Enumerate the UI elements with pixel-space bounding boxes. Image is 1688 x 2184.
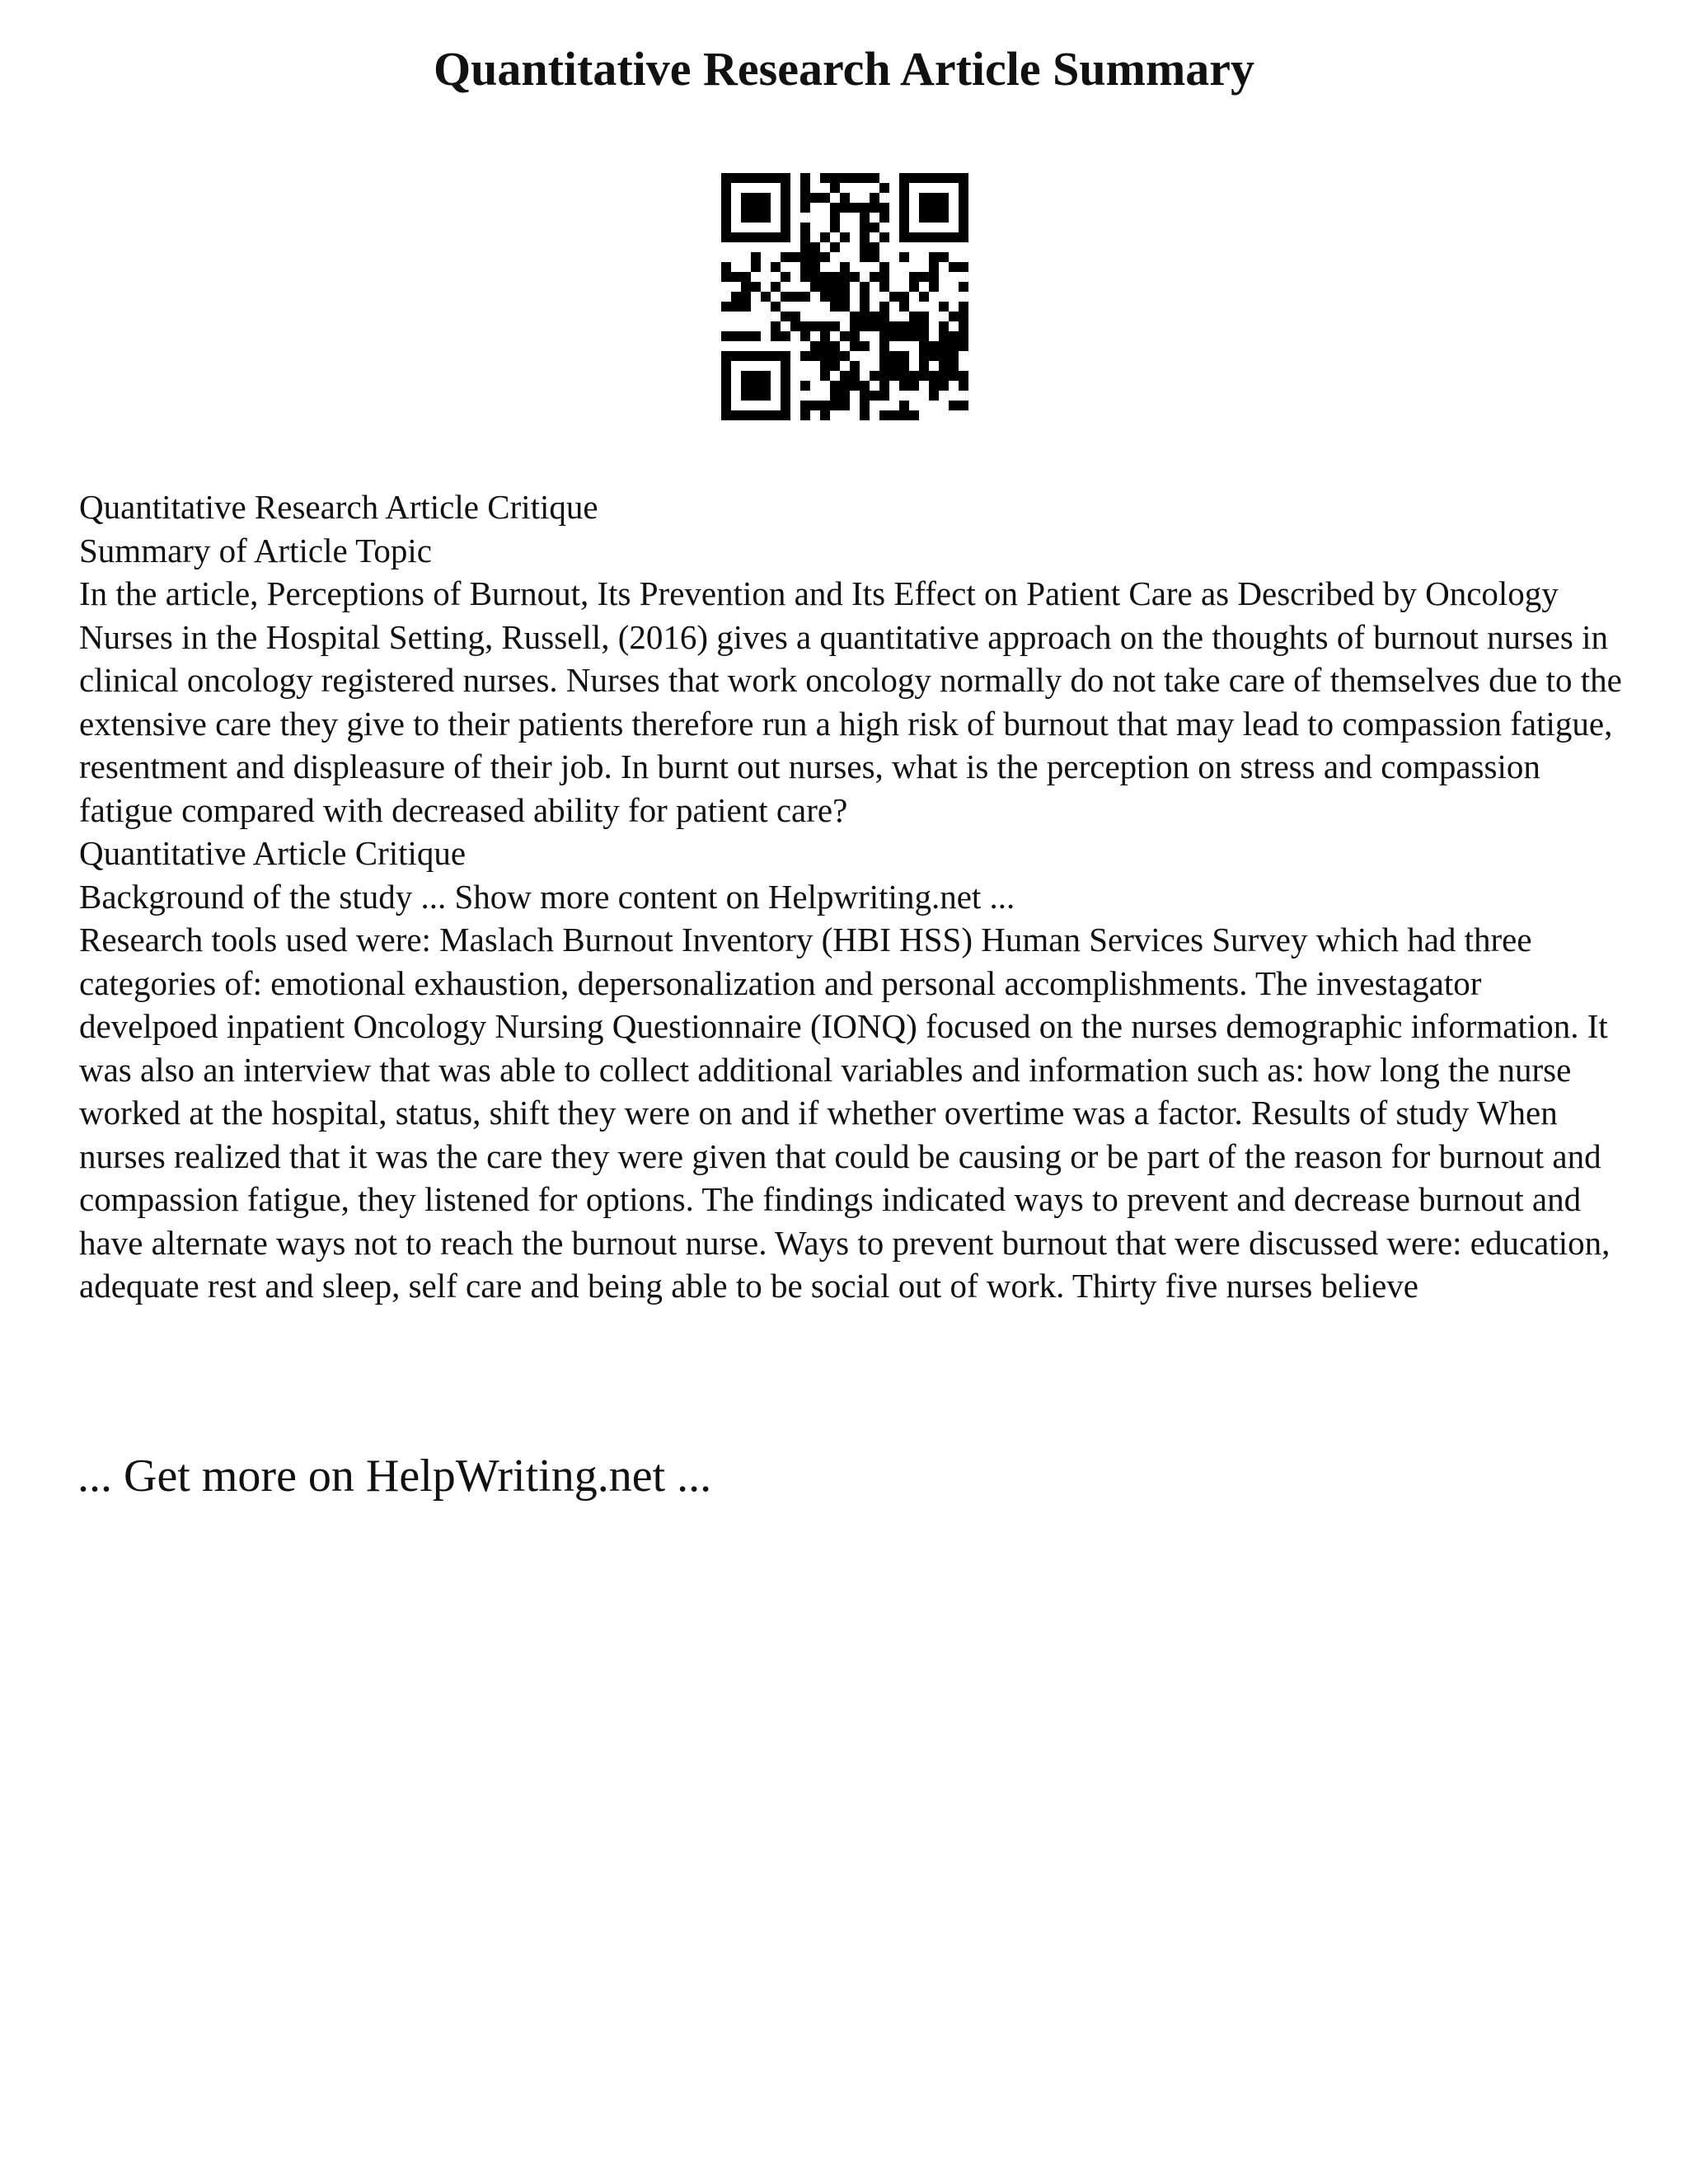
paragraph-research: Research tools used were: Maslach Burnout Inventory (HBI HSS) Human Services Survey which had three categories of: emotional exhaustion, depersonalization and personal accomplishments. The investagator develpoed inpatient Oncology Nursing Questionnaire (IONQ) focused on the nurses demographic information. It was also an interview that was able to collect additional variables and information such as: how long the nurse worked at the hospital, status, shift they were on and if whether overtime was a factor. Results of study When nurses realized that it was the care they were given that could be causing or be part of the reason for burnout and compassion fatigue, they listened for options. The findings indicated ways to prevent and decrease burnout and have alternate ways not to reach the burnout nurse. Ways to prevent burnout that were discussed were: education, adequate rest and sleep, self care and being able to be social out of work. Thirty five nurses believe [79,921,1611,1305]
page-title: Quantitative Research Article Summary [433,42,1255,96]
article-body [79,485,1629,1308]
get-more-link[interactable]: ... Get more on HelpWriting.net ... [77,1451,712,1502]
qr-code[interactable] [721,173,968,420]
paragraph-topic: In the article, Perceptions of Burnout, Its Prevention and Its Effect on Patient Care as Described by Oncology Nurses in the Hospital Setting, Russell, (2016) gives a quantitative approach on the thoughts of burnout nurses in clinical oncology registered nurses. Nurses that work oncology normally do not take care of themselves due to the extensive care they give to their patients therefore run a high risk of burnout that may lead to compassion fatigue, resentment and displeasure of their job. In burnt out nurses, what is the perception on stress and compassion fatigue compared with decreased ability for patient care? [79,574,1622,829]
heading-article-critique: Quantitative Article Critique [79,834,467,872]
heading-critique: Quantitative Research Article Critique [79,488,598,526]
heading-summary-topic: Summary of Article Topic [79,531,432,569]
qr-code-icon [721,173,968,420]
heading-background: Background of the study ... Show more content on Helpwriting.net ... [79,877,1015,916]
